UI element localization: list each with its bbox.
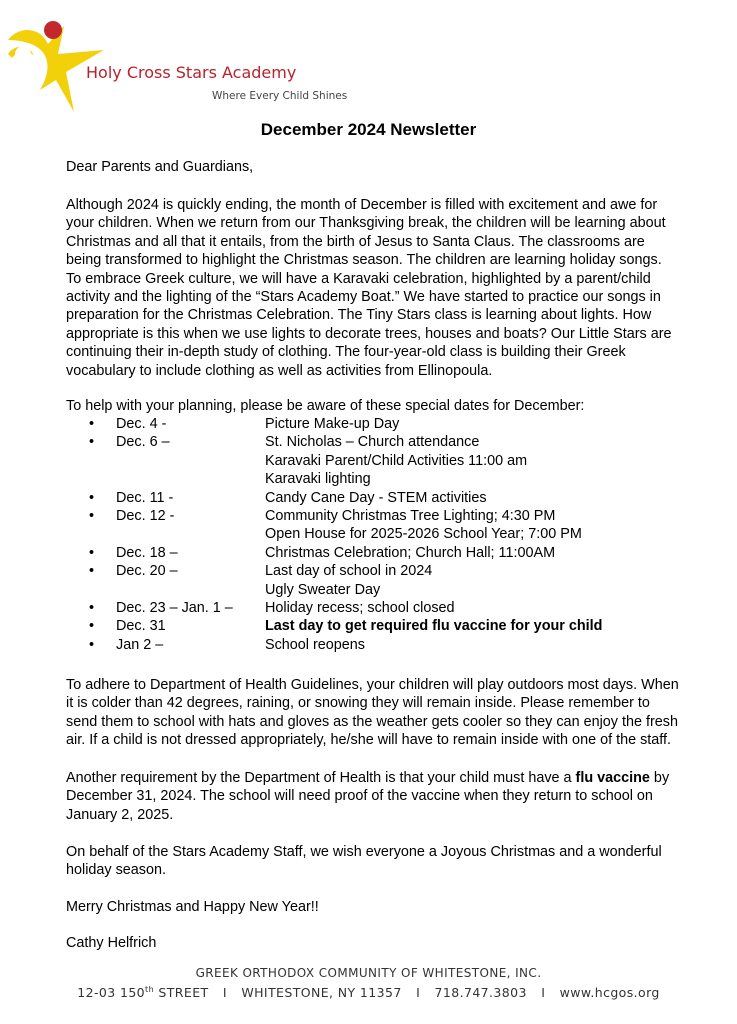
paragraph-line: preparation for the Christmas Celebration. The Tiny Stars class is learning about lights. How: [66, 307, 652, 324]
footer-separator: I: [541, 985, 546, 1001]
date-label: Dec. 20 –: [116, 563, 178, 580]
event-label: Ugly Sweater Day: [265, 581, 381, 598]
red-dot-icon: [44, 21, 62, 39]
event-label: Picture Make-up Day: [265, 416, 400, 432]
event-label: Last day of school in 2024: [265, 563, 433, 580]
paragraph-line: activity and the lighting of the “Stars Academy Boat.” We have started to practice our songs in: [66, 289, 661, 306]
vaccine-paragraph: [66, 769, 728, 824]
event-label: Karavaki Parent/Child Activities 11:00 am: [265, 452, 528, 469]
footer-separator: I: [222, 985, 227, 1001]
event-label: School reopens: [265, 636, 366, 653]
footer-website: www.hcgos.org: [559, 985, 660, 1001]
paragraph-line: [66, 769, 728, 787]
paragraph-line: appropriate is this when we use lights to decorate trees, houses and boats? Our Little Stars are: [66, 325, 672, 342]
holiday-greeting: Merry Christmas and Happy New Year!!: [66, 899, 319, 915]
newsletter-title: December 2024 Newsletter: [260, 120, 477, 139]
bullet: •: [89, 507, 95, 524]
paragraph-line: send them to school with hats and gloves as the weather gets cooler so they can enjoy the fresh: [66, 713, 678, 730]
paragraph-line: air. If a child is not dressed appropriately, he/she will have to remain inside with one of the staff.: [66, 732, 672, 749]
paragraph-line: vocabulary to include clothing as well as activities from Ellinopoula.: [66, 362, 493, 379]
event-label: Last day to get required flu vaccine for your child: [265, 618, 603, 635]
footer-city: WHITESTONE, NY 11357: [241, 985, 402, 1001]
event-label: Open House for 2025-2026 School Year; 7:00 PM: [265, 526, 582, 543]
intro-paragraph: [66, 196, 728, 380]
bullet: •: [89, 434, 95, 451]
date-label: Dec. 11 -: [116, 489, 174, 506]
paragraph-line: holiday season.: [66, 862, 167, 879]
footer-street: 12-03 150th STREET: [77, 985, 209, 1001]
date-label: Dec. 12 -: [116, 507, 175, 524]
event-label: Community Christmas Tree Lighting; 4:30 PM: [265, 507, 556, 524]
paragraph-line: Although 2024 is quickly ending, the month of December is filled with excitement and awe for: [66, 197, 658, 213]
text-segment: Another requirement by the Department of Health is that your child must have a: [66, 770, 576, 786]
bullet: •: [89, 618, 95, 635]
footer-address: [0, 985, 737, 1000]
date-label: Jan 2 –: [116, 636, 164, 653]
paragraph-line: To embrace Greek culture, we will have a Karavaki celebration, highlighted by a parent/child: [66, 270, 651, 287]
bullet: •: [89, 563, 95, 580]
text-segment: by: [649, 770, 670, 786]
bullet: •: [89, 599, 95, 616]
paragraph-line: it is colder than 42 degrees, raining, or snowing they will remain inside. Please remember to: [66, 695, 650, 712]
flu-vaccine-emphasis: flu vaccine: [575, 770, 650, 786]
footer-organization: GREEK ORTHODOX COMMUNITY OF WHITESTONE, INC.: [195, 966, 542, 980]
signature: Cathy Helfrich: [66, 935, 157, 951]
salutation: Dear Parents and Guardians,: [66, 159, 254, 175]
bullet: •: [89, 636, 95, 653]
wishes-paragraph: [66, 843, 728, 880]
school-tagline: Where Every Child Shines: [212, 90, 348, 102]
paragraph-line: Christmas and all that it entails, from the birth of Jesus to Santa Claus. The classrooms are: [66, 233, 645, 250]
footer-separator: I: [416, 985, 421, 1001]
date-label: Dec. 18 –: [116, 544, 178, 561]
date-label: Dec. 6 –: [116, 434, 170, 451]
dates-intro: To help with your planning, please be aware of these special dates for December:: [66, 398, 585, 414]
paragraph-line: January 2, 2025.: [66, 806, 174, 823]
bullet: •: [89, 489, 95, 506]
footer-phone: 718.747.3803: [434, 985, 527, 1001]
school-name: Holy Cross Stars Academy: [86, 63, 297, 82]
bullet: •: [89, 544, 95, 561]
paragraph-line: On behalf of the Stars Academy Staff, we wish everyone a Joyous Christmas and a wonderful: [66, 844, 662, 860]
date-label: Dec. 31: [116, 618, 166, 635]
date-label: Dec. 4 -: [116, 416, 167, 432]
bullet: •: [89, 416, 95, 432]
paragraph-line: December 31, 2024. The school will need proof of the vaccine when they return to school on: [66, 788, 653, 805]
paragraph-line: your children. When we return from our Thanksgiving break, the children will be learning about: [66, 215, 666, 232]
paragraph-line: continuing their in-depth study of clothing. The four-year-old class is building their Greek: [66, 344, 626, 361]
event-label: Karavaki lighting: [265, 471, 371, 488]
event-label: St. Nicholas – Church attendance: [265, 434, 480, 451]
paragraph-line: being transformed to highlight the Christmas season. The children are learning holiday songs.: [66, 252, 662, 269]
paragraph-line: To adhere to Department of Health Guidelines, your children will play outdoors most days. When: [66, 677, 679, 693]
health-paragraph: [66, 676, 728, 750]
event-label: Candy Cane Day - STEM activities: [265, 489, 487, 506]
event-label: Holiday recess; school closed: [265, 599, 455, 616]
event-label: Christmas Celebration; Church Hall; 11:00AM: [265, 544, 556, 561]
date-label: Dec. 23 – Jan. 1 –: [116, 599, 233, 616]
